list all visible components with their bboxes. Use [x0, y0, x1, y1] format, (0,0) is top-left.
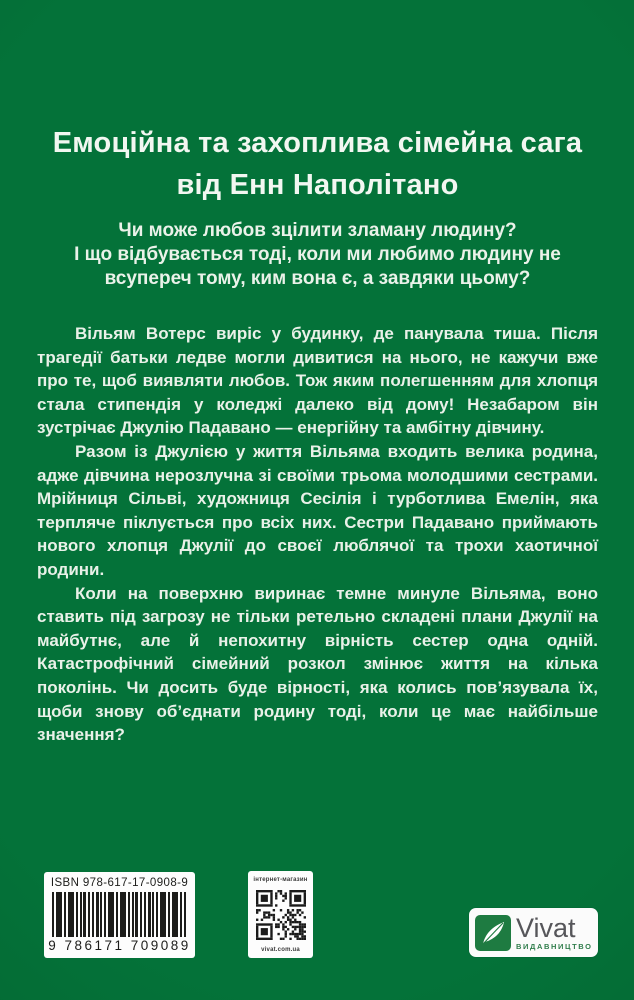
qr-code-icon: [256, 890, 306, 940]
online-store-qr: [248, 871, 313, 958]
cover-text-block: [37, 122, 598, 747]
isbn-number: ISBN 978-617-17-0908-9: [50, 877, 189, 889]
publisher-name: Vivat: [516, 912, 576, 943]
cover-title-line1: Емоційна та захоплива сімейна сага: [52, 127, 583, 159]
qr-top-label: інтернет-магазин: [253, 877, 308, 883]
publisher-logo: [469, 908, 598, 957]
annotation-paragraph-3: Коли на поверхню виринає темне минуле Вільяма, воно ставить під загрозу не тільки ретельно складені плани Джулії на майбутнє, але й непохитну вірність сестер одна одній. Катастрофічний сімейний розкол змінює життя на кілька поколінь. Чи досить буде вірності, яка колись пов’язувала їх, щоби знову об’єднати родину тоді, коли це має найбільше значення?: [37, 583, 598, 745]
publisher-logo-mark: [475, 915, 511, 951]
isbn-barcode: [44, 872, 195, 958]
cover-tagline-line1: Чи може любов зцілити зламану людину?: [118, 220, 517, 241]
cover-tagline-line2: І що відбувається тоді, коли ми любимо людину не: [74, 244, 561, 265]
publisher-wordmark: [516, 912, 593, 951]
annotation-paragraph-2: Разом із Джулією у життя Вільяма входить велика родина, адже дівчина нерозлучна зі своїми трьома молодшими сестрами. Мрійниця Сільві, художниця Сесілія і турботлива Емелін, яка терпляче піклується про всіх них. Сестри Падавано приймають нового хлопця Джулії до своєї люблячої та трохи хаотичної родини.: [37, 441, 598, 579]
cover-tagline-line3: всупереч тому, ким вона є, а завдяки цьому?: [104, 268, 531, 289]
cover-tagline: [37, 219, 598, 291]
quill-feather-icon: [479, 919, 507, 947]
annotation-paragraph-1: Вільям Вотерс виріс у будинку, де панувала тиша. Після трагедії батьки ледве могли дивитися на нього, не кажучи вже про те, щоб виявляти любов. Тож яким полегшенням для хлопця стала стипендія у коледжі далеко від дому! Незабаром він зустрічає Джулію Падавано — енергійну та амбітну дівчину.: [37, 324, 598, 438]
cover-title-line2: від Енн Наполітано: [176, 169, 459, 201]
barcode-digits: 9 786171 709089: [48, 938, 191, 953]
publisher-subtitle: ВИДАВНИЦТВО: [516, 941, 593, 951]
barcode-bars-icon: [52, 892, 187, 937]
annotation-text: [37, 322, 598, 747]
qr-bottom-label: vivat.com.ua: [261, 947, 300, 953]
cover-title: [37, 122, 598, 206]
